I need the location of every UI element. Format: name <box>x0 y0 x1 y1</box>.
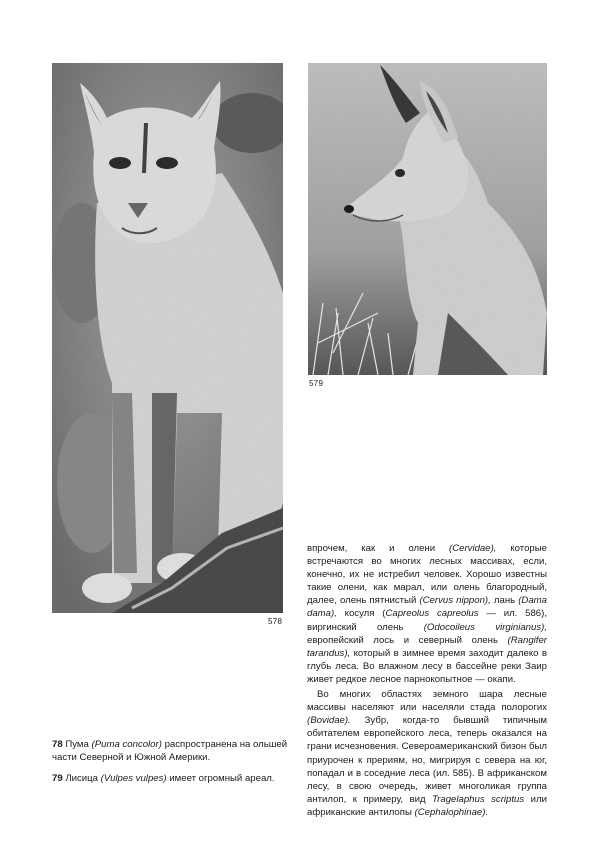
caption-text: Пума (Puma concolor) распространена на ольшей части Северной и Южной Америки. <box>52 739 288 763</box>
fox-photo <box>308 63 547 375</box>
latin-name: (Vulpes vulpes) <box>100 773 167 784</box>
caption-number: 78 <box>52 739 63 750</box>
latin-name: (Odocoileus virginianus), <box>423 621 547 633</box>
puma-image <box>52 63 283 613</box>
latin-name: (Puma concolor) <box>91 739 162 750</box>
latin-name: (Cervus nippon), <box>419 595 491 607</box>
paragraph-bovidae: Во многих областях земного шара лесные массивы населяют или населяли стада полорогих (Bovidae). Зубр, когда-то бывший типичным обитателем европейского леса, теперь оказался на грани исчезновения. Североамериканский бизон был приурочен к прериям, но, мигрируя с севера на юг, попадал и в соседние леса (ил. 585). В африканском лесу, в свою очередь, живет многоликая группа антилоп, к примеру, вид Tragelaphus scriptus или африканские антилопы (Cephalophinae). <box>307 689 548 818</box>
latin-name: (Dama dama), <box>307 595 548 620</box>
puma-photo <box>52 63 283 613</box>
figure-number-579: 579 <box>309 379 324 388</box>
caption-text: Лисица (Vulpes vulpes) имеет огромный ареал. <box>62 773 275 784</box>
latin-name: Capreolus capreolus <box>385 608 479 620</box>
latin-name: (Bovidae). <box>307 715 351 727</box>
caption-78 <box>52 738 292 764</box>
latin-name: (Cephalophinae). <box>414 806 489 818</box>
latin-name: Tragelaphus scriptus <box>432 793 525 805</box>
latin-name: (Cervidae), <box>449 543 497 554</box>
figure-number-578: 578 <box>268 617 283 626</box>
body-text-column <box>307 542 547 819</box>
caption-number: 79 <box>52 773 63 784</box>
caption-79 <box>52 772 292 785</box>
figure-captions <box>52 738 292 793</box>
paragraph-deer: впрочем, как и олени (Cervidae), которые встречаются во многих лесных массивах, если, конечно, их не истребил человек. Хорошо известны такие олени, как марал, или олень благородный, далее, олень пятнистый (Cervus nippon), лань (Dama dama), косуля (Capreolus capreolus — ил. 586), виргинский олень (Odocoileus virginianus), европейский лось и северный олень (Rangifer tarandus), который в зимнее время заходит далеко в глубь леса. Во влажном лесу в бассейне реки Заир живет редкое лесное парнокопытное — окапи. <box>307 543 548 685</box>
fox-image <box>308 63 547 375</box>
latin-name: (Rangifer tarandus), <box>307 634 547 659</box>
